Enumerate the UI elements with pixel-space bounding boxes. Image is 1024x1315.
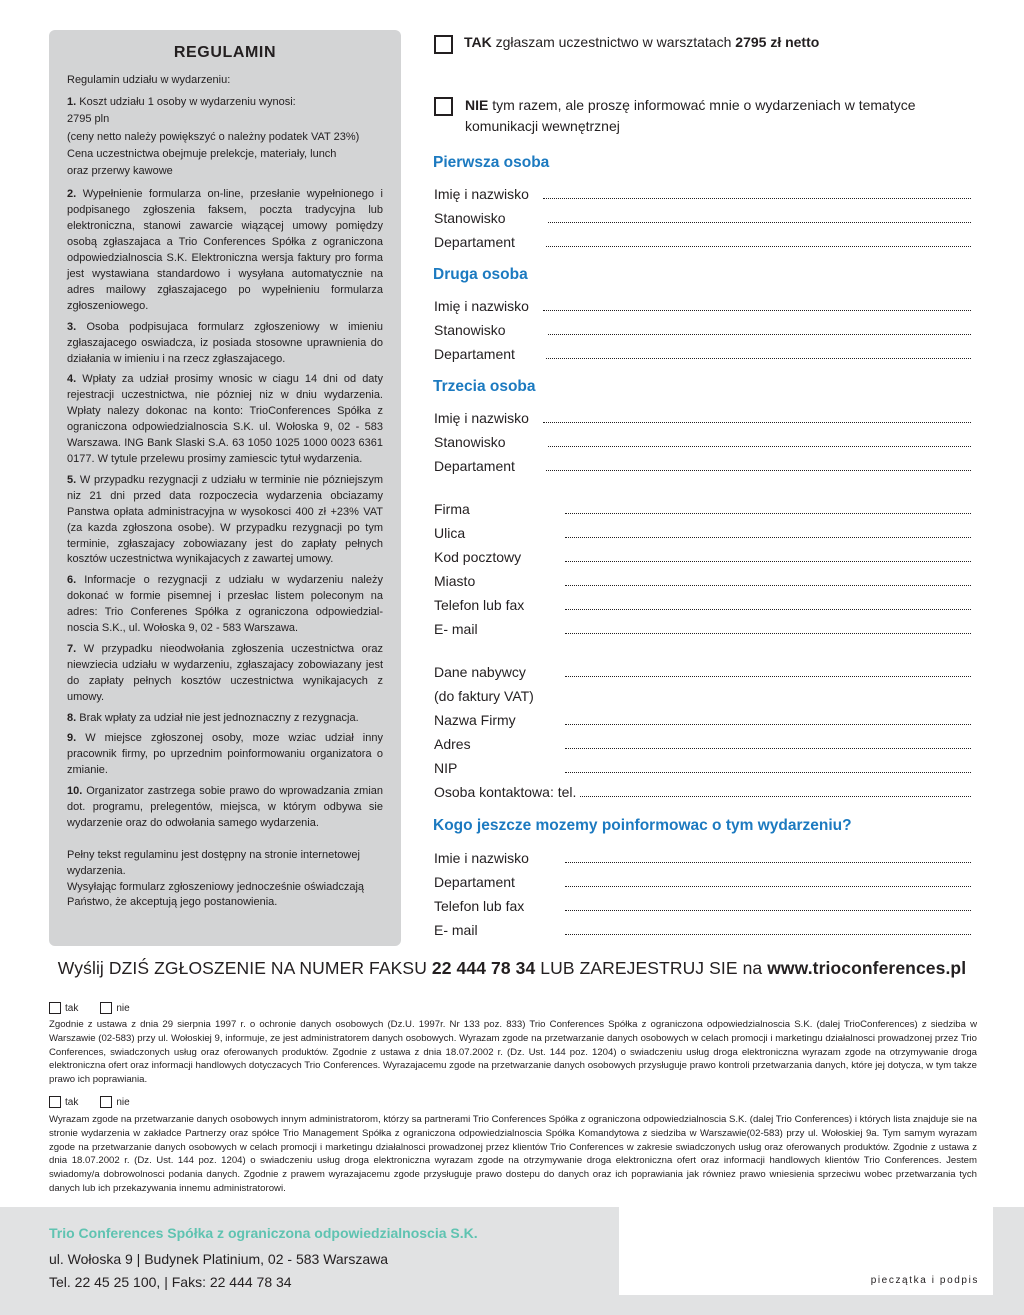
consent-2-nie-checkbox[interactable] bbox=[100, 1096, 112, 1108]
tak-bold: TAK bbox=[464, 34, 492, 50]
field-label: Stanowisko bbox=[434, 322, 506, 338]
rule-text: oraz przerwy kawowe bbox=[67, 165, 173, 178]
person-3-name-field[interactable] bbox=[434, 408, 971, 426]
field-label: Departament bbox=[434, 346, 515, 362]
person-1-name-field[interactable] bbox=[434, 184, 971, 202]
contact-phone-field[interactable] bbox=[434, 782, 971, 800]
fill-line[interactable] bbox=[580, 796, 971, 797]
footer-line: Wysyłając formularz zgłoszeniowy jednocześnie oświadczają bbox=[67, 880, 365, 893]
rule-text: 2795 pln bbox=[67, 113, 110, 126]
field-label: Imię i nazwisko bbox=[434, 298, 529, 314]
fill-line[interactable] bbox=[565, 537, 971, 538]
regulamin-intro: Regulamin udziału w wydarzeniu: bbox=[67, 74, 231, 86]
rule-number: 10. bbox=[67, 785, 83, 798]
inform-email-field[interactable] bbox=[434, 920, 971, 938]
rule-8 bbox=[67, 711, 383, 727]
field-label: Departament bbox=[434, 458, 515, 474]
rule-text: Wpłaty za udział prosimy wnosic w ciagu 14 dni od daty rejestracji uczestnictwa, nie pózniej niz w dniu wydarzenia. Wpłaty nalezy dokonac na konto: TrioConferences Spółka z ograniczona odpowiedzialnoscia S.K. ul. Wołoska 9, 02 - 583 Warszawa. ING Bank Slaski S.A. 63 1050 1025 1000 0023 6361 0177. W tytule przelewu prosimy zamiescic tytuł wydarzenia. bbox=[67, 373, 383, 465]
inform-heading: Kogo jeszcze mozemy poinformowac o tym wydarzeniu? bbox=[433, 817, 852, 834]
fill-line[interactable] bbox=[565, 910, 971, 911]
rule-text: Koszt udziału 1 osoby w wydarzeniu wynosi: bbox=[79, 96, 296, 108]
fax-registration-line bbox=[0, 958, 1024, 979]
rule-text: Informacje o rezygnacji z udziału w wydarzeniu należy dokonać w formie pisemnej i przesłac listem poleconym na adres: Trio Conferenes Spółka z ograniczona odpowiedzialnoscia S.K., ul. Wołoska 9, 02 - 583 Warszawa. bbox=[67, 574, 383, 635]
fill-line[interactable] bbox=[565, 561, 971, 562]
fill-line[interactable] bbox=[546, 358, 971, 359]
person-2-name-field[interactable] bbox=[434, 296, 971, 314]
rule-number: 7. bbox=[67, 642, 77, 655]
company-phone: Tel. 22 45 25 100, | Faks: 22 444 78 34 bbox=[49, 1274, 292, 1290]
field-label: Imie i nazwisko bbox=[434, 850, 529, 866]
rule-text: W miejsce zgłoszonej osoby, moze wziac udział inny pracownik firmy, po uprzednim poinformowaniu organizatora o zmianie. bbox=[67, 732, 383, 777]
consent-2-tak-label: tak bbox=[65, 1096, 79, 1108]
consent-1-tak-label: tak bbox=[65, 1002, 79, 1014]
tak-price: 2795 zł netto bbox=[735, 34, 820, 50]
consent-1-nie-checkbox[interactable] bbox=[100, 1002, 112, 1014]
street-field[interactable] bbox=[434, 523, 971, 541]
stamp-label: pieczątka i podpis bbox=[870, 1275, 979, 1286]
fax-prefix: Wyślij DZIŚ ZGŁOSZENIE NA NUMER FAKSU bbox=[57, 958, 427, 978]
regulamin-title: REGULAMIN bbox=[173, 44, 277, 61]
rule-number: 9. bbox=[67, 732, 77, 745]
regulamin-panel bbox=[49, 30, 401, 946]
fill-line[interactable] bbox=[548, 446, 971, 447]
fill-line[interactable] bbox=[565, 609, 971, 610]
fill-line[interactable] bbox=[543, 310, 971, 311]
fill-line[interactable] bbox=[565, 513, 971, 514]
buyer-data-field[interactable] bbox=[434, 662, 971, 680]
field-label: (do faktury VAT) bbox=[434, 688, 534, 704]
person-1-position-field[interactable] bbox=[434, 208, 971, 226]
fill-line[interactable] bbox=[565, 748, 971, 749]
rule-text: Wypełnienie formularza on-line, przesłanie wypełnionego i podpisanego zgłoszenia faksem, poczta tradycyjna lub elektroniczna, stanowi zawarcie wiązącej umowy pomiędzy osobą zgłaszajaca a Trio Conferences Spółka z ograniczona odpowiedzialnoscia S.K. Elektroniczna wersja faktury pro forma jest wystawiana standardowo i wysyłana automatycznie na adres mailowy zgłaszajacego po wypełnieniu formularza zgłoszeniowego. bbox=[67, 188, 383, 312]
fill-line[interactable] bbox=[543, 422, 971, 423]
rule-number: 5. bbox=[67, 473, 77, 486]
stamp-signature-box[interactable] bbox=[619, 1207, 993, 1295]
nie-option-label bbox=[465, 95, 916, 137]
field-label: Imię i nazwisko bbox=[434, 410, 529, 426]
nip-field[interactable] bbox=[434, 758, 971, 776]
footer-line: Pełny tekst regulaminu jest dostępny na stronie internetowej bbox=[67, 848, 360, 861]
rule-2 bbox=[67, 187, 383, 314]
regulamin-footer bbox=[67, 848, 383, 911]
field-label: Firma bbox=[434, 501, 470, 517]
rule-number: 8. bbox=[67, 711, 77, 724]
consent-2-options bbox=[49, 1096, 152, 1108]
rule-number: 6. bbox=[67, 574, 77, 587]
field-label: Adres bbox=[434, 736, 471, 752]
fill-line[interactable] bbox=[565, 862, 971, 863]
fill-line[interactable] bbox=[543, 198, 971, 199]
nie-text: tym razem, ale proszę informować mnie o wydarzeniach w tematyce bbox=[492, 97, 916, 113]
company-name-field[interactable] bbox=[434, 499, 971, 517]
person-3-department-field[interactable] bbox=[434, 456, 971, 474]
consent-1-tak-checkbox[interactable] bbox=[49, 1002, 61, 1014]
fill-line[interactable] bbox=[565, 886, 971, 887]
rule-4 bbox=[67, 372, 383, 467]
person-2-department-field[interactable] bbox=[434, 344, 971, 362]
rule-6 bbox=[67, 573, 383, 637]
rule-text: Cena uczestnictwa obejmuje prelekcje, materiały, lunch bbox=[67, 147, 337, 160]
footer-line: wydarzenia. bbox=[67, 864, 126, 877]
rule-number: 3. bbox=[67, 320, 77, 333]
field-label: Nazwa Firmy bbox=[434, 712, 516, 728]
rule-1 bbox=[67, 94, 383, 180]
rule-7 bbox=[67, 642, 383, 706]
tak-text: zgłaszam uczestnictwo w warsztatach bbox=[495, 34, 732, 50]
rule-text: Brak wpłaty za udział nie jest jednoznaczny z rezygnacja. bbox=[79, 711, 359, 724]
fill-line[interactable] bbox=[548, 222, 971, 223]
fill-line[interactable] bbox=[565, 934, 971, 935]
rule-text: (ceny netto należy powiększyć o należny podatek VAT 23%) bbox=[67, 130, 360, 143]
rule-text: W przypadku rezygnacji z udziału w terminie nie pózniejszym niz 21 dni przed data rozpoczecia wydarzenia obciazamy Panstwa opłata administracyjna w wysokosci 400 zł +23% VAT (za kazda zgłoszona osobe). W przypadku rezygnacji po tym terminie, zgłaszajacy zobowiazany jest do zapłaty pełnych kosztów uczestnictwa wynikajacych z zawartej umowy. bbox=[67, 473, 383, 566]
consent-2-text: Wyrazam zgode na przetwarzanie danych osobowych innym administratorom, którzy sa partnerami Trio Conferences Spółka z ograniczona odpowiedzialnoscia S.K. (dalej Trio Conferences) i których lista znajduje sie na stronie wydarzenia w zakładce Partnerzy oraz spółce Trio Management Spółka z ograniczona odpowiedzialnoscia Spółka Komandytowa z siedziba w Warszawie(02-583) przy ul. Wołoskiej 9a. Tym samym wyrazam zgode na przetwarzanie danych osobowych w celach promocji i marketingu działalnosci prowadzonej przez klientów Trio Conferences w zakresie swiadczonych usług oraz oferowanych produktów. Zgodnie z ustawa z dnia 18.07.2002 r. (Dz. Ust. 144 poz. 1204) o swiadczeniu usług droga elektroniczna wyrazam zgode na otrzymywanie droga elektroniczna ofert oraz informacji handlowych klientów Trio Conferences. Jestem swiadomy/a dobrowolnosci podania danych. Zgodnie z prawem wyrazajacemu zgode przysługuje prawo dostepu do danych oraz ich poprawiania jak równiez prawo wniesienia sprzeciwu wobec przetwarzania tych danych lub ich przekazywania innemu administratorowi. bbox=[49, 1114, 977, 1194]
consent-2-nie-label: nie bbox=[116, 1096, 130, 1108]
person-2-position-field[interactable] bbox=[434, 320, 971, 338]
rule-text: W przypadku nieodwołania zgłoszenia uczestnictwa oraz niewziecia udziału w wydarzeniu, zgłaszajacy zobowiazany jest do zapłaty pełnych kosztów uczestnictwa wynikajacych z umowy. bbox=[67, 642, 383, 703]
consent-2-tak-checkbox[interactable] bbox=[49, 1096, 61, 1108]
vat-invoice-label bbox=[434, 686, 971, 704]
field-label: Kod pocztowy bbox=[434, 549, 522, 565]
consent-1-text: Zgodnie z ustawa z dnia 29 sierpnia 1997 r. o ochronie danych osobowych (Dz.U. 1997r. Nr 133 poz. 833) Trio Conferences Spółka z ograniczona odpowiedzialnoscia S.K. (dalej TrioConferences) z siedziba w Warszawie (02-583) przy ul. Wołoskiej 9, informuje, ze jest administratorem danych osobowych. Wyrazam zgode na przetwarzanie danych osobowych w celach promocji i marketingu działalnosci prowadzonej przez Trio Conferences, swiadczonych usług oraz oferowanych produktów. Zgodnie z ustawa z dnia 18.07.2002 r. (Dz. Ust. 144 poz. 1204) o swiadczeniu usług droga elektroniczna wyrazam zgode na otrzymywanie droga elektroniczna ofert oraz informacji handlowych dotyczacych Trio Conferences. Wyrazajacemu zgode na przetwarzanie danych osobowych przysługuje prawo kontroli przetwarzania danych, które jej dotycza, w tym takze prawo ich poprawiania. bbox=[49, 1019, 977, 1086]
inform-name-field[interactable] bbox=[434, 848, 971, 866]
person-2-heading: Druga osoba bbox=[433, 266, 528, 283]
field-label: Imię i nazwisko bbox=[434, 186, 529, 202]
person-1-department-field[interactable] bbox=[434, 232, 971, 250]
field-label: Ulica bbox=[434, 525, 466, 541]
rule-3 bbox=[67, 320, 383, 368]
field-label: Osoba kontaktowa: tel. bbox=[434, 784, 577, 800]
buyer-company-name-field[interactable] bbox=[434, 710, 971, 728]
rule-number: 2. bbox=[67, 188, 77, 201]
fill-line[interactable] bbox=[565, 772, 971, 773]
tak-checkbox[interactable] bbox=[434, 35, 453, 54]
rule-number: 4. bbox=[67, 373, 77, 386]
field-label: Miasto bbox=[434, 573, 476, 589]
rule-10 bbox=[67, 784, 383, 832]
nie-checkbox[interactable] bbox=[434, 97, 453, 116]
rule-5 bbox=[67, 473, 383, 568]
email-field[interactable] bbox=[434, 619, 971, 637]
fax-middle: LUB ZAREJESTRUJ SIE na bbox=[540, 958, 763, 978]
website-link[interactable]: www.trioconferences.pl bbox=[767, 958, 967, 978]
fax-number: 22 444 78 34 bbox=[431, 958, 536, 978]
footer-line: Państwo, że akceptują jego postanowienia. bbox=[67, 896, 278, 909]
field-label: Telefon lub fax bbox=[434, 597, 525, 613]
field-label: Departament bbox=[434, 234, 515, 250]
person-1-heading: Pierwsza osoba bbox=[433, 154, 550, 171]
consent-1-nie-label: nie bbox=[116, 1002, 130, 1014]
rule-number: 1. bbox=[67, 96, 77, 108]
phone-fax-field[interactable] bbox=[434, 595, 971, 613]
tak-option-label bbox=[464, 32, 819, 53]
field-label: Stanowisko bbox=[434, 434, 506, 450]
nie-text-line2: komunikacji wewnętrznej bbox=[465, 118, 620, 134]
buyer-address-field[interactable] bbox=[434, 734, 971, 752]
company-address: ul. Wołoska 9 | Budynek Platinium, 02 - 583 Warszawa bbox=[49, 1251, 389, 1267]
fill-line[interactable] bbox=[548, 334, 971, 335]
company-name: Trio Conferences Spółka z ograniczona odpowiedzialnoscia S.K. bbox=[49, 1225, 478, 1241]
field-label: NIP bbox=[434, 760, 458, 776]
rule-text: Osoba podpisujaca formularz zgłoszeniowy w imieniu zgłaszajacego oswiadcza, iz posiada stosowne uprawnienia do działania w imieniu i na rzecz zgłaszajacego. bbox=[67, 320, 383, 365]
field-label: E- mail bbox=[434, 922, 478, 938]
inform-department-field[interactable] bbox=[434, 872, 971, 890]
person-3-heading: Trzecia osoba bbox=[433, 378, 536, 395]
fill-line[interactable] bbox=[546, 470, 971, 471]
field-label: E- mail bbox=[434, 621, 478, 637]
fill-line[interactable] bbox=[565, 724, 971, 725]
city-field[interactable] bbox=[434, 571, 971, 589]
field-label: Telefon lub fax bbox=[434, 898, 525, 914]
rule-9 bbox=[67, 731, 383, 779]
fill-line[interactable] bbox=[565, 585, 971, 586]
nie-bold: NIE bbox=[465, 97, 489, 113]
postal-code-field[interactable] bbox=[434, 547, 971, 565]
fill-line[interactable] bbox=[565, 676, 971, 677]
fill-line[interactable] bbox=[565, 633, 971, 634]
rule-text: Organizator zastrzega sobie prawo do wprowadzania zmian dot. programu, prelegentów, miejsca, w którym odbywa sie wydarzenie oraz do odwołania samego wydarzenia. bbox=[67, 785, 383, 830]
field-label: Departament bbox=[434, 874, 515, 890]
inform-phone-field[interactable] bbox=[434, 896, 971, 914]
field-label: Dane nabywcy bbox=[434, 664, 526, 680]
person-3-position-field[interactable] bbox=[434, 432, 971, 450]
fill-line[interactable] bbox=[546, 246, 971, 247]
consent-1-options bbox=[49, 1002, 152, 1014]
field-label: Stanowisko bbox=[434, 210, 506, 226]
footer-bar bbox=[0, 1207, 1024, 1315]
